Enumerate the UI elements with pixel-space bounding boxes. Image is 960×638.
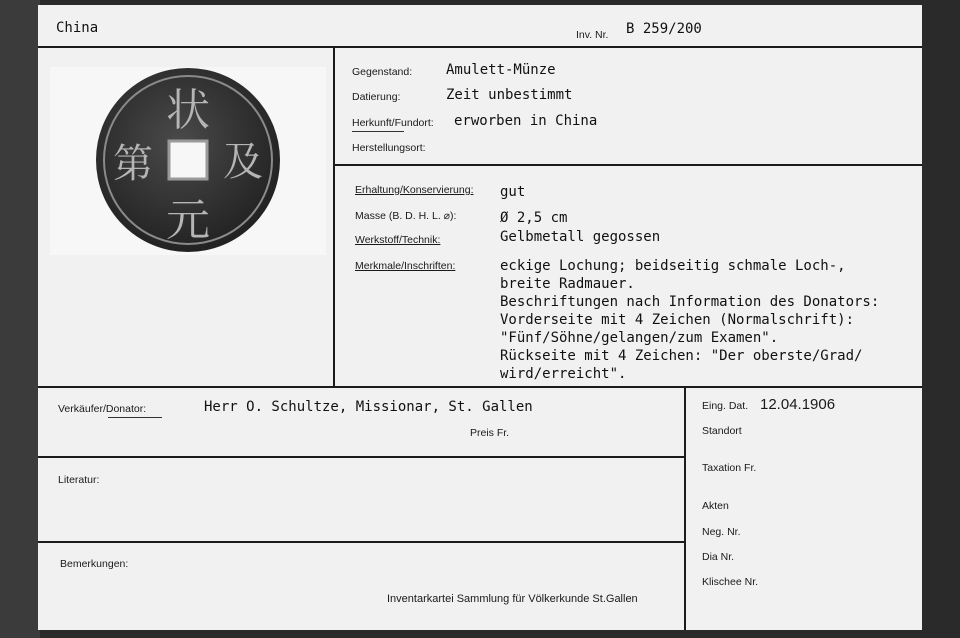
herkunft-value: erworben in China: [454, 113, 598, 129]
verkaeufer-value: Herr O. Schultze, Missionar, St. Gallen: [204, 399, 533, 415]
merkmale-label: Merkmale/Inschriften:: [355, 260, 456, 272]
inv-nr-value: B 259/200: [626, 21, 702, 37]
country-title: China: [56, 20, 99, 36]
erhaltung-label: Erhaltung/Konservierung:: [355, 184, 474, 196]
neg-nr-label: Neg. Nr.: [702, 526, 741, 538]
merkmale-line: breite Radmauer.: [500, 276, 635, 292]
werkstoff-label: Werkstoff/Technik:: [355, 234, 441, 246]
coin-image: [93, 65, 283, 255]
herkunft-underline: [352, 131, 404, 132]
inventory-card: [38, 5, 922, 630]
bemerkungen-label: Bemerkungen:: [60, 558, 129, 570]
merkmale-line: Beschriftungen nach Information des Donators:: [500, 294, 880, 310]
masse-value: Ø 2,5 cm: [500, 210, 568, 226]
divider-object: [333, 164, 922, 166]
merkmale-line: "Fünf/Söhne/gelangen/zum Examen".: [500, 330, 779, 346]
standort-label: Standort: [702, 425, 742, 437]
card-footer: Inventarkartei Sammlung für Völkerkunde St.Gallen: [387, 593, 638, 605]
divider-photo: [333, 46, 335, 388]
divider-main: [38, 386, 922, 388]
gegenstand-value: Amulett-Münze: [446, 62, 556, 78]
masse-label: Masse (B. D. H. L. ⌀):: [355, 210, 457, 222]
divider-header: [38, 46, 922, 48]
coin-char-left: 第: [113, 141, 153, 187]
divider-sidebar: [684, 386, 686, 630]
klischee-nr-label: Klischee Nr.: [702, 576, 759, 588]
taxation-label: Taxation Fr.: [702, 462, 757, 474]
inv-nr-label: Inv. Nr.: [576, 29, 609, 41]
eing-dat-label: Eing. Dat.: [702, 400, 749, 412]
divider-literatur: [38, 456, 686, 458]
coin-char-top: 状: [166, 85, 210, 136]
datierung-value: Zeit unbestimmt: [446, 87, 573, 103]
donator-underline: [108, 417, 162, 418]
preis-label: Preis Fr.: [470, 427, 510, 439]
background-edge: [0, 0, 40, 638]
merkmale-line: eckige Lochung; beidseitig schmale Loch-,: [500, 258, 846, 274]
herstellungsort-label: Herstellungsort:: [352, 142, 426, 154]
eing-dat-value: 12.04.1906: [760, 396, 836, 413]
merkmale-line: Vorderseite mit 4 Zeichen (Normalschrift):: [500, 312, 855, 328]
dia-nr-label: Dia Nr.: [702, 551, 735, 563]
akten-label: Akten: [702, 500, 729, 512]
gegenstand-label: Gegenstand:: [352, 66, 413, 78]
coin-square-hole: [169, 141, 207, 179]
divider-bemerkungen: [38, 541, 686, 543]
merkmale-line: Rückseite mit 4 Zeichen: "Der oberste/Grad/: [500, 348, 863, 364]
herkunft-label: Herkunft/Fundort:: [352, 117, 434, 129]
werkstoff-value: Gelbmetall gegossen: [500, 229, 661, 245]
erhaltung-value: gut: [500, 184, 526, 200]
literatur-label: Literatur:: [58, 474, 100, 486]
merkmale-line: wird/erreicht".: [500, 366, 627, 382]
datierung-label: Datierung:: [352, 91, 401, 103]
coin-char-right: 及: [223, 139, 263, 185]
merkmale-description: [500, 257, 879, 383]
verkaeufer-label: Verkäufer/Donator:: [58, 403, 147, 415]
coin-char-bottom: 元: [166, 195, 210, 246]
